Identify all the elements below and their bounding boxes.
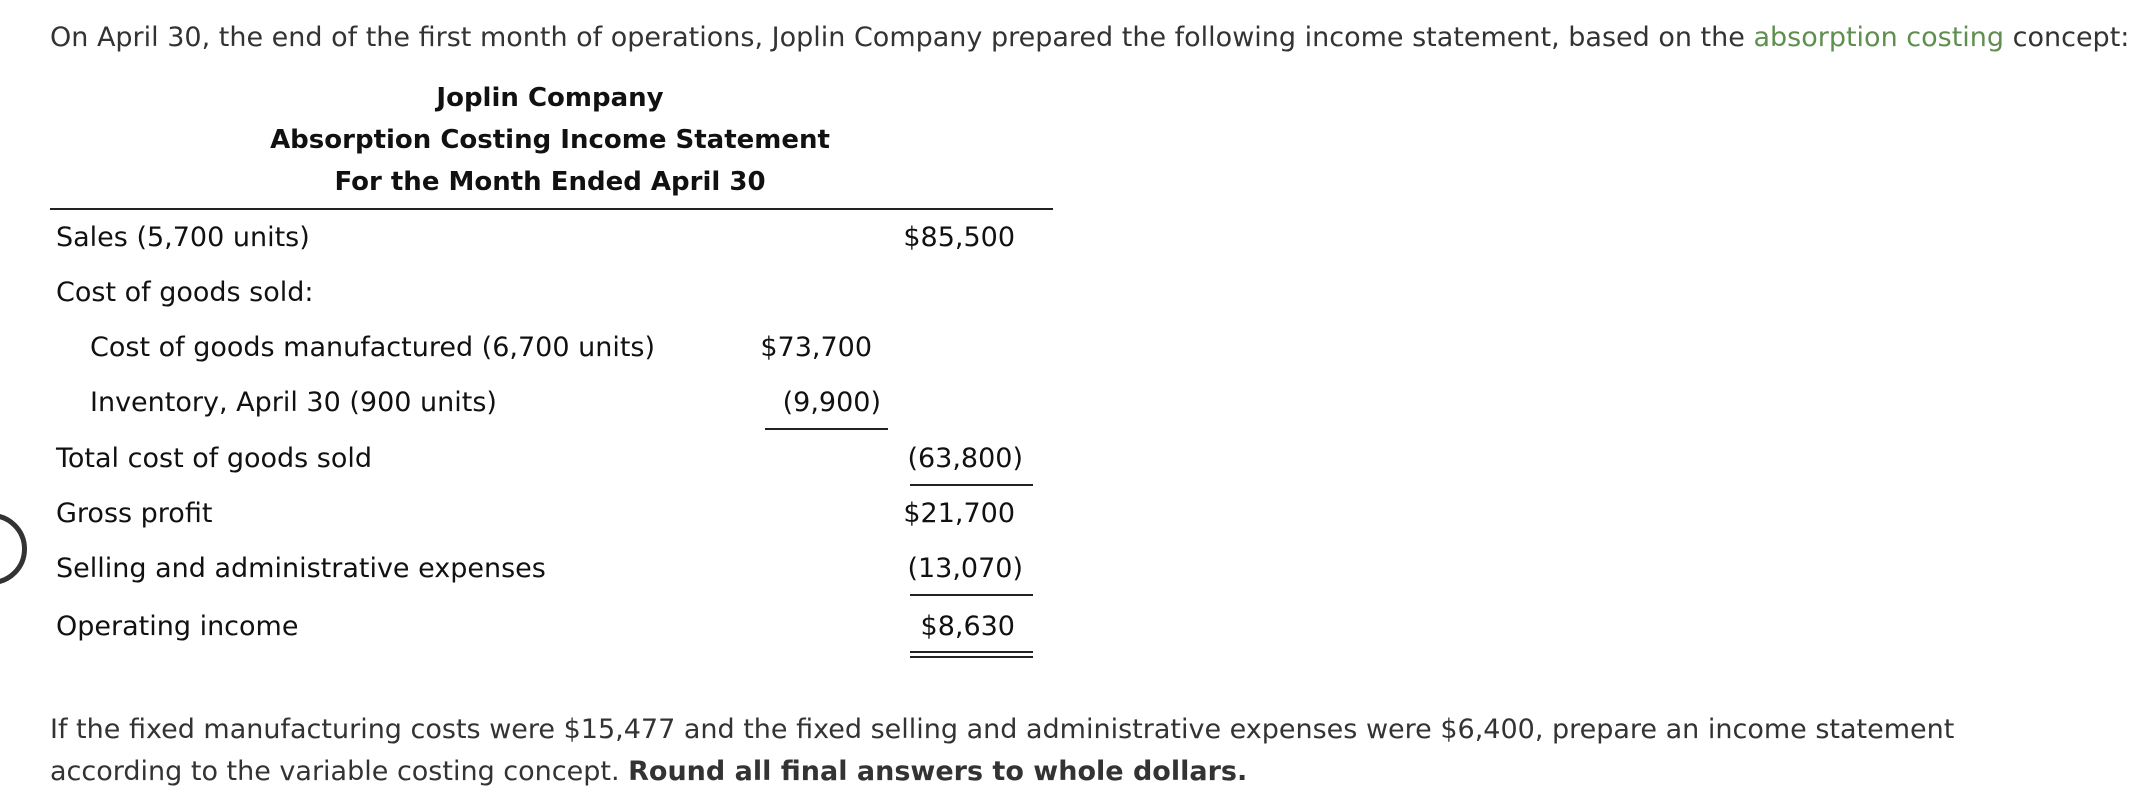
- intro-text-after: concept:: [2004, 22, 2129, 53]
- heading-divider: [50, 208, 1053, 210]
- row-cogm-amount: $73,700: [760, 332, 872, 363]
- row-sales-label: Sales (5,700 units): [56, 222, 310, 253]
- intro-text-before: On April 30, the end of the first month of operations, Joplin Company prepared the following income statement, based on the: [50, 22, 1754, 53]
- row-gross-profit-amount: $21,700: [903, 498, 1015, 529]
- row-operating-income-label: Operating income: [56, 611, 299, 642]
- company-name: Joplin Company: [436, 83, 664, 113]
- statement-title: Absorption Costing Income Statement: [270, 125, 830, 155]
- row-total-cogs-amount: (63,800): [907, 443, 1023, 474]
- row-sales-amount: $85,500: [903, 222, 1015, 253]
- row-total-cogs-label: Total cost of goods sold: [56, 443, 373, 474]
- row-sga-label: Selling and administrative expenses: [56, 553, 546, 584]
- row-inventory-amount: (9,900): [782, 387, 881, 418]
- question-text: If the fixed manufacturing costs were $15,477 and the fixed selling and administrative expenses were $6,400, prepare an income statement according to the variable costing concept.: [50, 714, 1955, 787]
- intro-paragraph: [50, 19, 2129, 57]
- row-inventory-label: Inventory, April 30 (900 units): [90, 387, 497, 418]
- statement-period: For the Month Ended April 30: [334, 167, 766, 197]
- row-gross-profit-label: Gross profit: [56, 498, 213, 529]
- row-cogm-label: Cost of goods manufactured (6,700 units): [90, 332, 656, 363]
- inventory-underline: [765, 428, 888, 430]
- row-sga-amount: (13,070): [907, 553, 1023, 584]
- circle-icon: [0, 513, 27, 585]
- row-cogs-header-label: Cost of goods sold:: [56, 277, 314, 308]
- operating-income-double-underline: [910, 651, 1033, 658]
- sga-underline: [910, 594, 1033, 596]
- absorption-costing-link[interactable]: absorption costing: [1753, 22, 2005, 53]
- question-instruction: Round all final answers to whole dollars.: [628, 756, 1248, 787]
- row-operating-income-amount: $8,630: [920, 611, 1015, 642]
- total-cogs-underline: [910, 484, 1033, 486]
- question-paragraph: [50, 709, 2090, 793]
